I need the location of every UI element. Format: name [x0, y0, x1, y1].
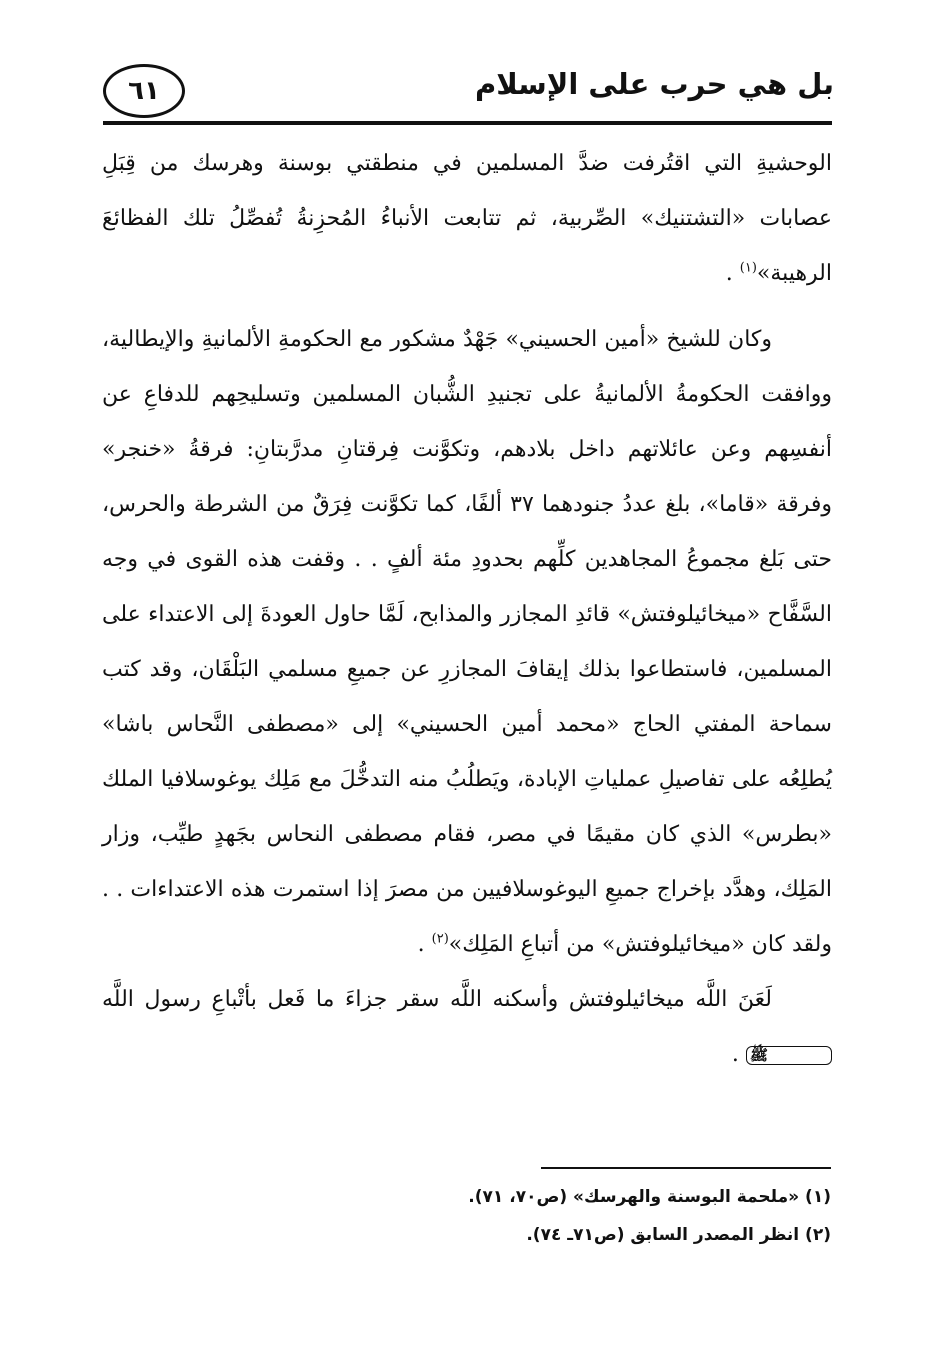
header-rule — [103, 121, 832, 125]
footnote-ref-1: (١) — [739, 260, 757, 276]
paragraph-2-text: وكان للشيخ «أمين الحسيني» جَهْدٌ مشكور مع الحكومةِ الألمانيةِ والإيطالية، ووافقت الحكومةُ الألمانيةُ على تجنيدِ الشُّبان المسلمين وتسليحِهم للدفاعِ عن أنفسِهم وعن عائلاتهم داخل بلادهم، وتكوَّنت فِرقتانِ مدرَّبتانِ: فرقةُ «خنجر» وفرقة «قاما»، بلغ عددُ جنودهما ٣٧ ألفًا، كما تكوَّنت فِرَقٌ من الشرطة والحرس، حتى بَلغ مجموعُ المجاهدين كلِّهم بحدودِ مئة ألفٍ . . وقفت هذه القوى في وجه السَّفَّاح «ميخائيلوفتش» قائدِ المجازر والمذابح، لَمَّا حاول العودةَ إلى الاعتداء على المسلمين، فاستطاعوا بذلك إيقافَ المجازرِ عن جميعِ مسلمي البَلْقَان، وقد كتب سماحة المفتي الحاج «محمد أمين الحسيني» إلى «مصطفى النَّحاس باشا» يُطلِعُه على تفاصيلِ عملياتِ الإبادة، ويَطلُبُ منه التدخُّلَ مع مَلِك يوغوسلافيا الملك «بطرس» الذي كان مقيمًا في مصر، فقام مصطفى النحاس بجَهدٍ طيِّب، وزار المَلِك، وهدَّد بإخراج جميعِ اليوغوسلافيين من مصرَ إذا استمرت هذه الاعتداءات . . ولقد كان «ميخائيلوفتش» من أتباعِ المَلِك» — [102, 327, 833, 957]
footnote-2: (٢) انظر المصدر السابق (ص٧١ـ ٧٤). — [526, 1225, 831, 1245]
footnote-1: (١) «ملحمة البوسنة والهرسك» (ص٧٠، ٧١). — [468, 1187, 831, 1207]
paragraph-1-text: الوحشيةِ التي اقتُرفت ضدَّ المسلمين في منطقتي بوسنة وهرسك من قِبَلِ عصابات «التشتنيك» الصِّربية، ثم تتابعت الأنباءُ المُحزِنةُ تُفصِّلُ تلك الفظائعَ الرهيبة» — [102, 151, 832, 286]
paragraph-1 — [102, 136, 832, 301]
footnotes — [111, 1178, 831, 1254]
running-title: بل هي حرب على الإسلام — [474, 67, 834, 101]
paragraph-3 — [102, 972, 832, 1082]
page-number: ٦١ — [128, 76, 160, 106]
paragraph-1-end: . — [725, 261, 740, 286]
body-text — [102, 136, 832, 1082]
footnote-ref-2: (٢) — [431, 931, 449, 947]
page-number-badge — [103, 64, 185, 118]
paragraph-2-end: . — [417, 932, 432, 957]
honorific-glyph: ﷺ — [746, 1046, 832, 1065]
paragraph-2 — [102, 312, 832, 972]
footnote-separator — [541, 1167, 831, 1169]
paragraph-3-text: لَعَنَ اللَّه ميخائيلوفتش وأسكنه اللَّه سقر جزاءَ ما فَعل بأتْباعِ رسول اللَّه — [102, 987, 772, 1012]
paragraph-3-end: . — [731, 1042, 746, 1067]
